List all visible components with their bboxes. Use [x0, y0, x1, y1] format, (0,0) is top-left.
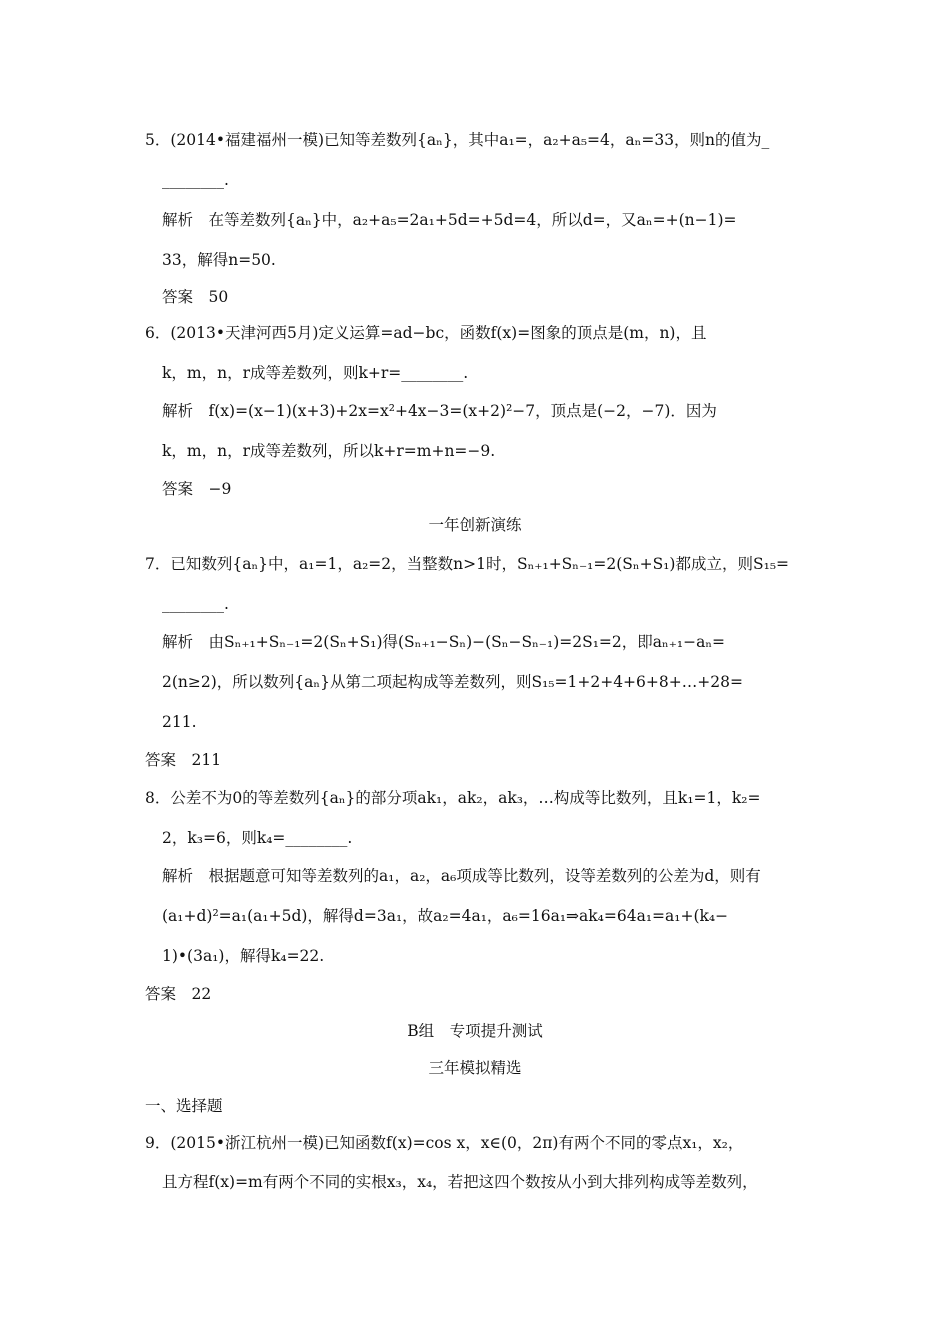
line-q7-solution: 解析 由Sₙ₊₁+Sₙ₋₁=2(Sₙ+S₁)得(Sₙ₊₁−Sₙ)−(Sₙ−Sₙ₋₁)=2S₁=2，即aₙ₊₁−aₙ=	[162, 633, 726, 651]
line-q8-answer: 答案 22	[145, 985, 212, 1003]
line-q9-cont: 且方程f(x)=m有两个不同的实根x₃，x₄，若把这四个数按从小到大排列构成等差数列，	[162, 1173, 758, 1191]
line-q8-cont: 2，k₃=6，则k₄=________.	[162, 829, 353, 847]
section-heading-b: B组 专项提升测试	[407, 1022, 543, 1040]
line-q6-solution: 解析 f(x)=(x−1)(x+3)+2x=x²+4x−3=(x+2)²−7，顶点是(−2，−7)．因为	[162, 402, 717, 420]
line-q8: 8．公差不为0的等差数列{aₙ}的部分项ak₁，ak₂，ak₃，…构成等比数列，且k₁=1，k₂=	[145, 789, 761, 807]
line-q8-solution: 解析 根据题意可知等差数列的a₁，a₂，a₆项成等比数列，设等差数列的公差为d，则有	[162, 867, 761, 885]
line-q6-answer: 答案 −9	[162, 480, 232, 498]
line-q6-solution-cont: k，m，n，r成等差数列，所以k+r=m+n=−9.	[162, 442, 496, 460]
line-q5-answer: 答案 50	[162, 288, 229, 306]
answer-blank: ________.	[162, 595, 229, 613]
line-q7-solution-cont: 2(n≥2)，所以数列{aₙ}从第二项起构成等差数列，则S₁₅=1+2+4+6+8+…+28=	[162, 673, 743, 691]
part-heading: 一、选择题	[145, 1097, 223, 1115]
line-q7: 7．已知数列{aₙ}中，a₁=1，a₂=2，当整数n>1时，Sₙ₊₁+Sₙ₋₁=2(Sₙ+S₁)都成立，则S₁₅=	[145, 555, 790, 573]
section-heading: 一年创新演练	[428, 516, 522, 534]
line-q6: 6．(2013•天津河西5月)定义运算=ad−bc，函数f(x)=图象的顶点是(m，n)，且	[145, 324, 707, 342]
line-q5-solution: 解析 在等差数列{aₙ}中，a₂+a₅=2a₁+5d=+5d=4，所以d=，又aₙ=+(n−1)=	[162, 211, 737, 229]
line-q9: 9．(2015•浙江杭州一模)已知函数f(x)=cos x，x∈(0，2π)有两个不同的零点x₁，x₂，	[145, 1134, 744, 1152]
subsection-heading: 三年模拟精选	[428, 1059, 522, 1077]
answer-blank: ________.	[162, 171, 229, 189]
line-q8-solution-end: 1)•(3a₁)，解得k₄=22.	[162, 947, 325, 965]
line-q8-solution-cont: (a₁+d)²=a₁(a₁+5d)，解得d=3a₁，故a₂=4a₁，a₆=16a₁⇒ak₄=64a₁=a₁+(k₄−	[162, 907, 729, 925]
line-q6-cont: k，m，n，r成等差数列，则k+r=________.	[162, 364, 469, 382]
line-q7-solution-end: 211.	[162, 713, 197, 731]
line-q5: 5．(2014•福建福州一模)已知等差数列{aₙ}，其中a₁=，a₂+a₅=4，aₙ=33，则n的值为_	[145, 131, 770, 149]
line-q5-solution-cont: 33，解得n=50.	[162, 251, 276, 269]
line-q7-answer: 答案 211	[145, 751, 222, 769]
